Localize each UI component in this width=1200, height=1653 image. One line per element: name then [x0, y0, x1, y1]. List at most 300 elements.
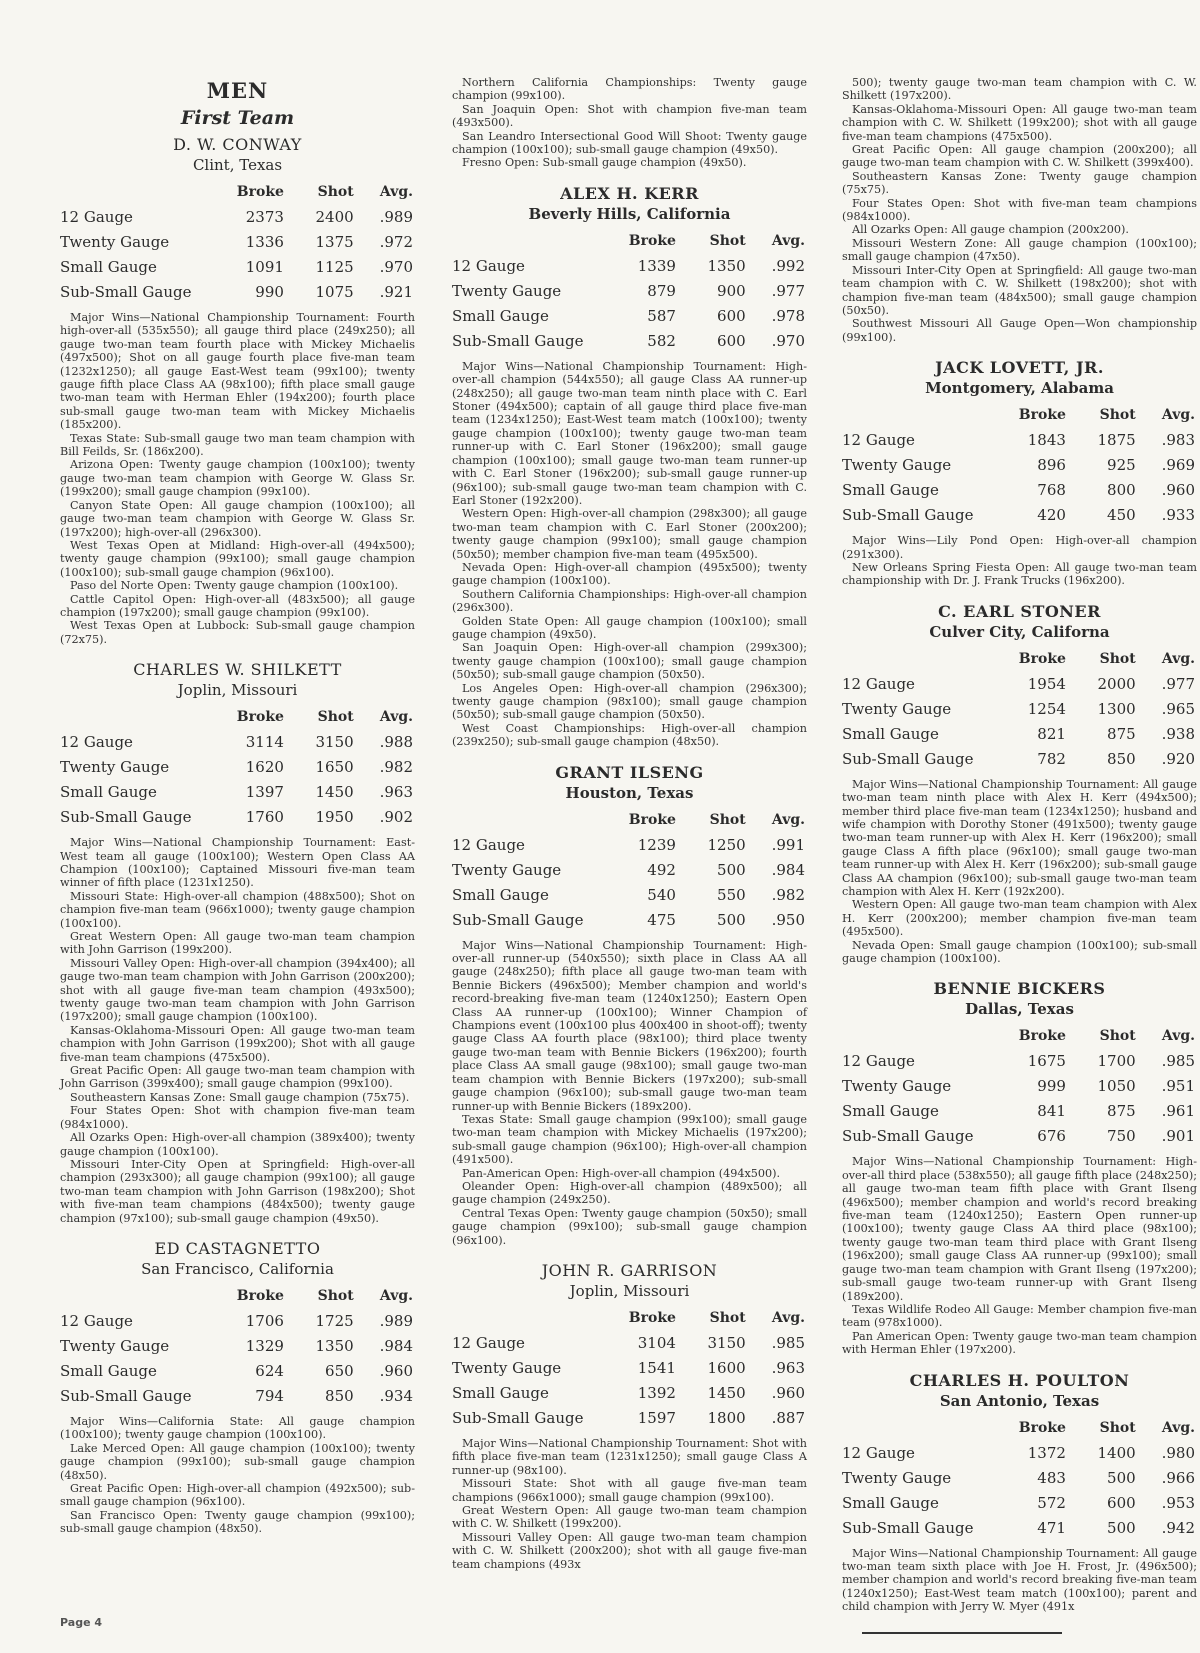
win-paragraph: Cattle Capitol Open: High-over-all (483x500); all gauge champion (197x200); small gauge champion (99x100).	[60, 592, 415, 619]
stats-broke: 420	[1037, 506, 1066, 525]
stats-header-blank	[60, 180, 216, 205]
stats-header-broke: Broke	[628, 811, 676, 828]
stats-broke: 3114	[245, 733, 284, 752]
stats-table	[60, 1284, 415, 1409]
stats-label: Sub-Small Gauge	[452, 910, 584, 929]
stats-label: Sub-Small Gauge	[842, 1127, 974, 1146]
stats-shot: 600	[717, 331, 746, 350]
shooter-block	[452, 763, 807, 1247]
stats-header-shot: Shot	[1099, 407, 1136, 424]
stats-label: Sub-Small Gauge	[842, 1518, 974, 1537]
win-paragraph: Canyon State Open: All gauge champion (100x100); all gauge two-man team champion with George W. Glass Sr. (197x200); high-over-all (296x300).	[60, 498, 415, 539]
wins-text	[452, 1437, 807, 1571]
stats-row	[842, 697, 1197, 722]
win-paragraph: Arizona Open: Twenty gauge champion (100x100); twenty gauge two-man team champion with George W. Glass Sr. (199x200); small gauge champion (99x100).	[60, 458, 415, 499]
stats-header-avg: Avg.	[771, 811, 805, 828]
shooter-block	[60, 135, 415, 646]
stats-row	[842, 672, 1197, 697]
stats-shot: 1700	[1097, 1052, 1136, 1071]
stats-header-avg: Avg.	[1161, 407, 1195, 424]
stats-avg: .970	[771, 331, 805, 350]
stats-row	[60, 1359, 415, 1384]
win-paragraph: Northern California Championships: Twenty gauge champion (99x100).	[452, 76, 807, 103]
stats-header-blank	[452, 1306, 608, 1331]
stats-shot: 850	[1107, 749, 1136, 768]
shooter-city: Clint, Texas	[192, 156, 283, 174]
stats-header-avg: Avg.	[1161, 1419, 1195, 1436]
win-paragraph: Major Wins—National Championship Tournament: High-over-all runner-up (540x550); sixth place in Class AA all gauge (248x250); fifth place all gauge two-man team with Bennie Bickers (496x500); Member champion and world's record-breaking five-man team (1240x1250); Eastern Open Class AA runner-up (100x100); Winner Champion of Champions event (100x100 plus 400x400 in shoot-off); twenty gauge Class AA fourth place (98x100); third place twenty gauge two-man team with Bennie Bickers (196x200); fourth place Class AA small gauge (98x100); small gauge two-man team champion with Bennie Bickers (197x200); sub-small gauge champion (96x100); sub-small gauge two-man team runner-up with Bennie Bickers (189x200).	[452, 938, 807, 1113]
win-paragraph: Lake Merced Open: All gauge champion (100x100); twenty gauge champion (99x100); sub-small gauge champion (48x50).	[60, 1441, 415, 1482]
stats-label: Small Gauge	[842, 481, 939, 500]
win-paragraph: Texas Wildlife Rodeo All Gauge: Member champion five-man team (978x1000).	[842, 1302, 1197, 1330]
stats-header-avg: Avg.	[379, 1287, 413, 1304]
stats-broke: 1541	[637, 1358, 676, 1377]
shooter-name: CHARLES H. POULTON	[909, 1370, 1130, 1390]
stats-broke: 492	[647, 860, 676, 879]
stats-label: Small Gauge	[60, 783, 157, 802]
shooter-name: CHARLES W. SHILKETT	[133, 660, 342, 680]
stats-label: Twenty Gauge	[842, 456, 952, 475]
stats-shot: 3150	[707, 1333, 746, 1352]
shooter-city: Joplin, Missouri	[569, 1281, 690, 1300]
shooter-city: San Francisco, California	[141, 1259, 334, 1278]
win-paragraph: Major Wins—National Championship Tournament: High-over-all third place (538x550); all gauge fifth place (248x250); all gauge two-man team fifth place with Grant Ilseng (496x500); member champion and world's record breaking five-man team (1240x1250); Eastern Open runner-up (100x100); twenty gauge Class AA third place (98x100); twenty gauge two-man team third place with Grant Ilseng (196x200); small gauge Class AA runner-up (99x100); small gauge two-man team champion with Grant Ilseng (197x200); sub-small gauge two-team runner-up with Grant Ilseng (189x200).	[842, 1155, 1197, 1303]
stats-label: 12 Gauge	[452, 256, 525, 275]
stats-shot: 2000	[1097, 674, 1136, 693]
stats-label: 12 Gauge	[452, 1333, 525, 1352]
stats-row	[60, 805, 415, 830]
stats-broke: 782	[1037, 749, 1066, 768]
win-paragraph: Paso del Norte Open: Twenty gauge champion (100x100).	[70, 579, 399, 593]
win-paragraph: Southeastern Kansas Zone: Twenty gauge champion (75x75).	[842, 169, 1197, 197]
stats-row	[60, 1309, 415, 1334]
stats-label: Sub-Small Gauge	[60, 1386, 192, 1405]
shooter-city: Dallas, Texas	[965, 1000, 1074, 1019]
stats-avg: .938	[1161, 724, 1195, 743]
stats-row	[842, 1049, 1197, 1074]
win-paragraph: Major Wins—National Championship Tournament: All gauge two-man team ninth place with Alex H. Kerr (494x500); member third place five-man team (1234x1250); husband and wife champion with Dorothy Stoner (491x500); twenty gauge two-man team runner-up with Alex H. Kerr (196x200); small gauge Class A fifth place (96x100); small gauge two-man team runner-up with Alex H. Kerr (196x200); sub-small gauge Class AA champion (96x100); sub-small gauge two-man team champion with Alex H. Kerr (192x200).	[842, 777, 1197, 898]
stats-avg: .989	[379, 1311, 413, 1330]
stats-header-shot: Shot	[709, 811, 746, 828]
stats-row	[452, 858, 807, 883]
win-paragraph: Texas State: Small gauge champion (99x100); small gauge two-man team champion with Mickey Michaelis (197x200); sub-small gauge champion (96x100); High-over-all champion (491x500).	[452, 1112, 807, 1167]
stats-shot: 3150	[315, 733, 354, 752]
stats-broke: 990	[255, 283, 284, 301]
stats-label: 12 Gauge	[842, 1052, 915, 1071]
stats-broke: 1392	[637, 1383, 676, 1402]
stats-broke: 1336	[245, 233, 284, 251]
stats-label: Small Gauge	[452, 1383, 549, 1402]
stats-header-blank	[842, 1416, 998, 1441]
win-paragraph: Missouri State: High-over-all champion (488x500); Shot on champion five-man team (966x1000); twenty gauge champion (100x100).	[60, 889, 415, 930]
shooter-city: San Antonio, Texas	[939, 1391, 1100, 1410]
stats-broke: 1091	[245, 258, 284, 276]
win-paragraph: Major Wins—National Championship Tournament: East-West team all gauge (100x100); Western Open Class AA Champion (100x100); Captained Missouri five-man team winner of fifth place (1231x1250).	[60, 836, 415, 890]
stats-header-broke: Broke	[628, 1309, 676, 1326]
stats-broke: 841	[1037, 1102, 1066, 1121]
stats-label: 12 Gauge	[60, 208, 133, 226]
stats-header-broke: Broke	[1018, 407, 1066, 424]
stats-avg: .983	[1161, 431, 1195, 450]
stats-shot: 925	[1107, 456, 1136, 475]
stats-row	[60, 255, 415, 280]
stats-shot: 1350	[315, 1336, 354, 1355]
stats-avg: .982	[379, 758, 413, 777]
shooter-block	[842, 76, 1197, 344]
shooter-block	[842, 602, 1197, 966]
stats-header-row	[452, 229, 807, 254]
stats-label: Sub-Small Gauge	[60, 808, 192, 827]
wins-text	[452, 939, 807, 1247]
stats-broke: 1620	[245, 758, 284, 777]
stats-header-broke: Broke	[1018, 1028, 1066, 1045]
stats-broke: 624	[255, 1361, 284, 1380]
shooter-name: ED CASTAGNETTO	[154, 1238, 321, 1258]
stats-label: Twenty Gauge	[842, 1077, 952, 1096]
stats-shot: 600	[1107, 1493, 1136, 1512]
stats-shot: 1450	[707, 1383, 746, 1402]
stats-broke: 483	[1037, 1468, 1066, 1487]
win-paragraph: Pan American Open: Twenty gauge two-man team champion with Herman Ehler (197x200).	[842, 1329, 1197, 1357]
win-paragraph: New Orleans Spring Fiesta Open: All gauge two-man team championship with Dr. J. Frank Trucks (196x200).	[842, 560, 1197, 588]
stats-row	[452, 833, 807, 858]
stats-avg: .966	[1161, 1468, 1195, 1487]
stats-label: Small Gauge	[452, 306, 549, 325]
stats-shot: 500	[717, 910, 746, 929]
stats-header-row	[452, 808, 807, 833]
stats-label: Small Gauge	[452, 885, 549, 904]
win-paragraph: Nevada Open: High-over-all champion (495x500); twenty gauge champion (100x100).	[452, 560, 807, 588]
stats-avg: .989	[379, 208, 413, 226]
stats-header-avg: Avg.	[1161, 1028, 1195, 1045]
stats-header-avg: Avg.	[379, 709, 413, 726]
win-paragraph: Southern California Championships: High-over-all champion (296x300).	[452, 587, 807, 615]
stats-row	[842, 747, 1197, 772]
stats-shot: 1050	[1097, 1077, 1136, 1096]
stats-broke: 676	[1037, 1127, 1066, 1146]
stats-label: Small Gauge	[842, 724, 939, 743]
stats-broke: 471	[1037, 1518, 1066, 1537]
stats-header-broke: Broke	[236, 709, 284, 726]
shooter-name: D. W. CONWAY	[173, 135, 302, 154]
win-paragraph: Four States Open: Shot with champion five-man team (984x1000).	[60, 1104, 415, 1131]
wins-text	[60, 836, 415, 1225]
stats-table	[842, 647, 1197, 772]
stats-row	[842, 1124, 1197, 1149]
stats-row	[842, 453, 1197, 478]
stats-shot: 1375	[315, 233, 354, 251]
win-paragraph: Golden State Open: All gauge champion (100x100); small gauge champion (49x50).	[452, 614, 807, 641]
stats-shot: 650	[325, 1361, 354, 1380]
shooter-name: ALEX H. KERR	[560, 183, 699, 203]
stats-broke: 587	[647, 306, 676, 325]
win-paragraph: Missouri Inter-City Open at Springfield: High-over-all champion (293x300); all gauge champion (99x100); all gauge two-man team champion with John Garrison (198x200); Shot with five-man team champions (484x500); twenty gauge champion (97x100); sub-small gauge champion (49x50).	[60, 1157, 415, 1225]
wins-text	[60, 1415, 415, 1536]
stats-label: Small Gauge	[842, 1102, 939, 1121]
stats-row	[842, 1074, 1197, 1099]
stats-broke: 572	[1037, 1493, 1066, 1512]
stats-shot: 1650	[315, 758, 354, 777]
stats-label: 12 Gauge	[60, 733, 133, 752]
stats-shot: 875	[1107, 1102, 1136, 1121]
win-paragraph: Central Texas Open: Twenty gauge champion (50x50); small gauge champion (99x100); sub-small gauge champion (96x100).	[452, 1206, 807, 1247]
stats-row	[452, 329, 807, 354]
stats-shot: 800	[1107, 481, 1136, 500]
stats-row	[60, 280, 415, 305]
shooter-block	[842, 358, 1197, 588]
stats-header-row	[60, 1284, 415, 1309]
stats-shot: 2400	[315, 208, 354, 226]
stats-header-avg: Avg.	[1161, 650, 1195, 667]
stats-row	[452, 1406, 807, 1431]
win-paragraph: West Texas Open at Lubbock: Sub-small gauge champion (72x75).	[60, 619, 415, 646]
win-paragraph: 500); twenty gauge two-man team champion with C. W. Shilkett (197x200).	[842, 76, 1197, 103]
shooter-name: C. EARL STONER	[938, 601, 1101, 621]
section-heading: MEN	[206, 78, 269, 103]
stats-broke: 879	[647, 281, 676, 300]
stats-header-blank	[60, 705, 216, 730]
stats-header-row	[60, 705, 415, 730]
win-paragraph: Major Wins—National Championship Tournament: High-over-all champion (544x550); all gauge Class AA runner-up (248x250); all gauge two-man team ninth place with C. Earl Stoner (494x500); captain of all gauge third place five-man team (1234x1250); East-West team match (100x100); twenty gauge champion (100x100); twenty gauge two-man team runner-up with C. Earl Stoner (196x200); small gauge champion (100x100); small gauge two-man team runner-up with C. Earl Stoner (196x200); sub-small gauge runner-up (96x100); sub-small gauge two-man team champion with C. Earl Stoner (192x200).	[452, 359, 807, 507]
win-paragraph: Major Wins—National Championship Tournament: All gauge two-man team sixth place with Joe H. Frost, Jr. (496x500); member champion and world's record breaking five-man team (1240x1250); East-West team match (100x100); parent and child champion with Jerry W. Myer (491x	[842, 1546, 1197, 1614]
win-paragraph: West Coast Championships: High-over-all champion (239x250); sub-small gauge champion (48x50).	[452, 721, 807, 749]
shooter-city: Houston, Texas	[565, 783, 694, 802]
win-paragraph: San Francisco Open: Twenty gauge champion (99x100); sub-small gauge champion (48x50).	[60, 1508, 415, 1536]
column-1	[60, 72, 415, 1550]
stats-avg: .950	[771, 910, 805, 929]
stats-label: Sub-Small Gauge	[452, 331, 584, 350]
win-paragraph: Oleander Open: High-over-all champion (489x500); all gauge champion (249x250).	[452, 1179, 807, 1207]
stats-header-avg: Avg.	[771, 232, 805, 249]
stats-shot: 850	[325, 1386, 354, 1405]
win-paragraph: Fresno Open: Sub-small gauge champion (49x50).	[462, 156, 747, 170]
stats-avg: .953	[1161, 1493, 1195, 1512]
stats-broke: 1843	[1027, 431, 1066, 450]
column-2	[452, 76, 807, 1585]
stats-header-shot: Shot	[317, 709, 354, 726]
stats-row	[842, 503, 1197, 528]
win-paragraph: Kansas-Oklahoma-Missouri Open: All gauge two-man team champion with C. W. Shilkett (199x200); shot with all gauge five-man team champions (475x500).	[842, 102, 1197, 143]
page-number: Page 4	[60, 1616, 103, 1629]
shooter-city: Culver City, Californa	[929, 622, 1110, 641]
wins-text	[60, 311, 415, 646]
win-paragraph: Major Wins—California State: All gauge champion (100x100); twenty gauge champion (100x100).	[60, 1414, 415, 1442]
stats-header-avg: Avg.	[771, 1309, 805, 1326]
stats-shot: 1350	[707, 256, 746, 275]
stats-avg: .970	[379, 258, 413, 276]
stats-header-row	[842, 403, 1197, 428]
stats-broke: 1675	[1027, 1052, 1066, 1071]
win-paragraph: Southeastern Kansas Zone: Small gauge champion (75x75).	[70, 1090, 410, 1104]
stats-avg: .988	[379, 733, 413, 752]
stats-header-broke: Broke	[628, 232, 676, 249]
stats-table	[60, 180, 415, 305]
stats-label: Twenty Gauge	[452, 860, 562, 879]
stats-row	[842, 1491, 1197, 1516]
stats-header-row	[842, 647, 1197, 672]
win-paragraph: Great Western Open: All gauge two-man team champion with John Garrison (199x200).	[60, 930, 415, 957]
stats-header-blank	[452, 229, 608, 254]
stats-broke: 896	[1037, 456, 1066, 475]
wins-text	[842, 1547, 1197, 1614]
stats-table	[842, 1024, 1197, 1149]
stats-label: Twenty Gauge	[842, 1468, 952, 1487]
column-3	[842, 76, 1197, 1628]
stats-header-row	[842, 1416, 1197, 1441]
stats-broke: 1329	[245, 1336, 284, 1355]
stats-header-blank	[452, 808, 608, 833]
stats-row	[842, 1099, 1197, 1124]
win-paragraph: West Texas Open at Midland: High-over-all (494x500); twenty gauge champion (99x100); small gauge champion (100x100); sub-small gauge champion (96x100).	[60, 538, 415, 579]
stats-shot: 500	[1107, 1468, 1136, 1487]
stats-header-blank	[842, 1024, 998, 1049]
stats-header-broke: Broke	[236, 184, 284, 200]
stats-avg: .972	[379, 233, 413, 251]
wins-text	[842, 778, 1197, 966]
stats-row	[452, 304, 807, 329]
stats-avg: .985	[771, 1333, 805, 1352]
stats-row	[452, 279, 807, 304]
stats-broke: 1397	[245, 783, 284, 802]
stats-header-row	[452, 1306, 807, 1331]
stats-label: Small Gauge	[60, 1361, 157, 1380]
win-paragraph: Missouri Valley Open: High-over-all champion (394x400); all gauge two-man team champion with John Garrison (200x200); shot with all gauge five-man team champion (493x500); twenty gauge two-man team champion with John Garrison (197x200); small gauge champion (100x100).	[60, 956, 415, 1024]
stats-broke: 1954	[1027, 674, 1066, 693]
stats-shot: 1800	[707, 1408, 746, 1427]
stats-header-blank	[60, 1284, 216, 1309]
stats-avg: .951	[1161, 1077, 1195, 1096]
stats-table	[60, 705, 415, 830]
shooter-name: JACK LOVETT, JR.	[935, 358, 1104, 378]
stats-row	[452, 254, 807, 279]
stats-broke: 475	[647, 910, 676, 929]
stats-shot: 1950	[315, 808, 354, 827]
win-paragraph: Missouri Inter-City Open at Springfield: All gauge two-man team champion with C. W. Shilkett (198x200); shot with champion five-man team (484x500); small gauge champion (50x50).	[842, 263, 1197, 317]
stats-avg: .977	[771, 281, 805, 300]
win-paragraph: Southwest Missouri All Gauge Open—Won championship (99x100).	[842, 317, 1197, 344]
stats-avg: .961	[1161, 1102, 1195, 1121]
win-paragraph: Missouri Western Zone: All gauge champion (100x100); small gauge champion (47x50).	[842, 236, 1197, 264]
stats-avg: .934	[379, 1386, 413, 1405]
stats-shot: 1450	[315, 783, 354, 802]
stats-row	[60, 205, 415, 230]
win-paragraph: All Ozarks Open: All gauge champion (200x200).	[852, 223, 1129, 237]
wins-text	[842, 76, 1197, 344]
stats-header-blank	[842, 647, 998, 672]
stats-label: Twenty Gauge	[842, 699, 952, 718]
stats-row	[60, 780, 415, 805]
stats-broke: 1760	[245, 808, 284, 827]
win-paragraph: Los Angeles Open: High-over-all champion (296x300); twenty gauge champion (98x100); small gauge champion (50x50); sub-small gauge champion (50x50).	[452, 681, 807, 722]
shooter-name: BENNIE BICKERS	[933, 979, 1106, 999]
stats-row	[452, 883, 807, 908]
stats-shot: 1075	[315, 283, 354, 301]
stats-header-row	[842, 1024, 1197, 1049]
stats-avg: .978	[771, 306, 805, 325]
stats-broke: 540	[647, 885, 676, 904]
stats-shot: 1400	[1097, 1443, 1136, 1462]
stats-shot: 1300	[1097, 699, 1136, 718]
win-paragraph: Great Pacific Open: High-over-all champion (492x500); sub-small gauge champion (96x100).	[60, 1481, 415, 1509]
stats-broke: 1597	[637, 1408, 676, 1427]
win-paragraph: San Joaquin Open: High-over-all champion (299x300); twenty gauge champion (100x100); small gauge champion (50x50); sub-small gauge champion (50x50).	[452, 641, 807, 682]
stats-broke: 3104	[637, 1333, 676, 1352]
stats-row	[452, 1331, 807, 1356]
stats-shot: 1725	[315, 1311, 354, 1330]
stats-row	[842, 1441, 1197, 1466]
win-paragraph: Major Wins—National Championship Tournament: Shot with fifth place five-man team (1231x1250); small gauge Class A runner-up (98x100).	[452, 1436, 807, 1477]
stats-avg: .963	[771, 1358, 805, 1377]
shooter-block	[842, 979, 1197, 1356]
stats-label: Twenty Gauge	[60, 1336, 170, 1355]
stats-header-blank	[842, 403, 998, 428]
win-paragraph: Missouri State: Shot with all gauge five-man team champions (966x1000); small gauge champion (99x100).	[452, 1477, 807, 1504]
stats-avg: .982	[771, 885, 805, 904]
stats-broke: 1339	[637, 256, 676, 275]
stats-table	[452, 229, 807, 354]
stats-header-avg: Avg.	[379, 184, 413, 200]
win-paragraph: Texas State: Sub-small gauge two man team champion with Bill Feilds, Sr. (186x200).	[60, 431, 415, 459]
stats-row	[842, 1466, 1197, 1491]
wins-text	[842, 1155, 1197, 1356]
stats-label: Sub-Small Gauge	[842, 749, 974, 768]
wins-text	[452, 76, 807, 170]
shooter-city: Montgomery, Alabama	[925, 379, 1114, 398]
stats-row	[60, 1334, 415, 1359]
stats-shot: 1250	[707, 835, 746, 854]
stats-label: Twenty Gauge	[452, 281, 562, 300]
stats-row	[842, 478, 1197, 503]
stats-avg: .960	[379, 1361, 413, 1380]
win-paragraph: Four States Open: Shot with five-man team champions (984x1000).	[842, 196, 1197, 224]
stats-label: Twenty Gauge	[60, 758, 170, 777]
win-paragraph: Great Pacific Open: All gauge two-man team champion with John Garrison (399x400); small gauge champion (99x100).	[60, 1064, 415, 1091]
win-paragraph: Great Western Open: All gauge two-man team champion with C. W. Shilkett (199x200).	[452, 1504, 807, 1531]
stats-header-shot: Shot	[317, 1287, 354, 1304]
stats-shot: 500	[717, 860, 746, 879]
stats-header-shot: Shot	[1099, 1419, 1136, 1436]
stats-avg: .920	[1161, 749, 1195, 768]
stats-shot: 600	[717, 306, 746, 325]
shooter-name: GRANT ILSENG	[555, 762, 704, 782]
stats-avg: .969	[1161, 456, 1195, 475]
team-heading: First Team	[180, 107, 295, 129]
stats-shot: 1125	[315, 258, 354, 276]
stats-table	[452, 808, 807, 933]
stats-label: Sub-Small Gauge	[842, 506, 974, 525]
stats-header-broke: Broke	[1018, 650, 1066, 667]
stats-label: Sub-Small Gauge	[60, 283, 192, 301]
stats-row	[60, 1384, 415, 1409]
stats-shot: 550	[717, 885, 746, 904]
shooter-block	[452, 76, 807, 170]
stats-header-shot: Shot	[317, 184, 354, 200]
stats-avg: .991	[771, 835, 805, 854]
stats-row	[60, 730, 415, 755]
stats-avg: .984	[771, 860, 805, 879]
divider	[862, 1632, 1062, 1634]
wins-text	[452, 360, 807, 749]
stats-row	[60, 755, 415, 780]
shooter-block	[452, 184, 807, 749]
stats-label: Twenty Gauge	[60, 233, 170, 251]
stats-header-shot: Shot	[1099, 650, 1136, 667]
stats-broke: 768	[1037, 481, 1066, 500]
stats-avg: .901	[1161, 1127, 1195, 1146]
stats-header-row	[60, 180, 415, 205]
shooter-city: Joplin, Missouri	[177, 681, 298, 700]
stats-broke: 1372	[1027, 1443, 1066, 1462]
